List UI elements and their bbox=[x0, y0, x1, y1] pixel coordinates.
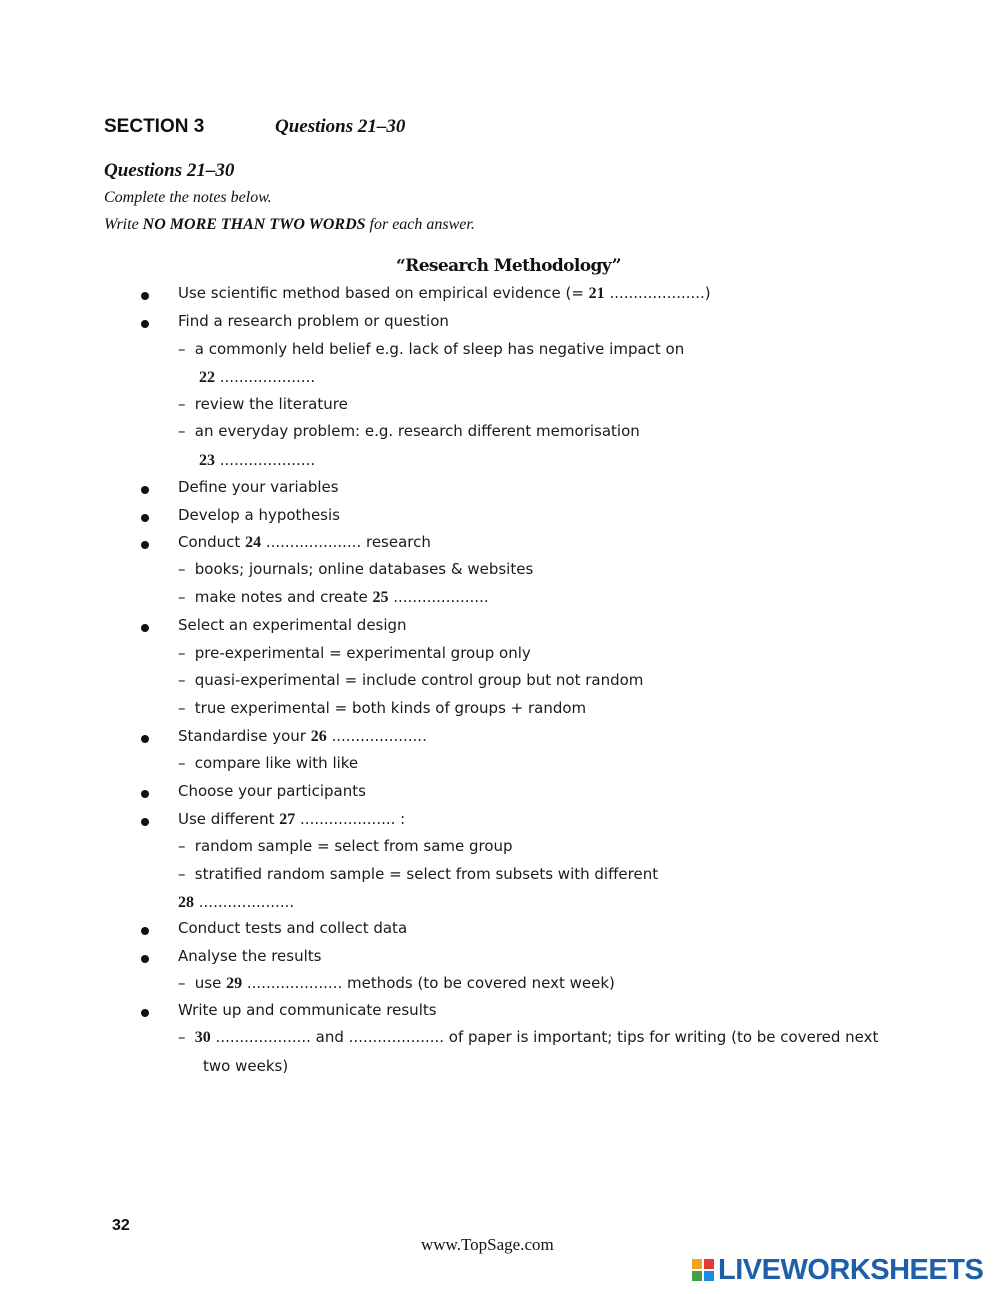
note-line-23 bbox=[199, 451, 315, 470]
note-line-27: Use different 27 .................... : bbox=[178, 810, 406, 828]
note-line-22 bbox=[199, 368, 315, 387]
note-subline: – quasi-experimental = include control group but not random bbox=[178, 671, 644, 689]
question-number-26: 26 bbox=[310, 728, 327, 745]
note-line: Develop a hypothesis bbox=[178, 506, 340, 524]
note-line: Find a research problem or question bbox=[178, 312, 449, 330]
note-line-30: – 30 .................... and .................... of paper is important; tips for writing (to be covered next bbox=[178, 1028, 879, 1046]
answer-blank-23[interactable]: .................... bbox=[215, 451, 316, 469]
bullet-point bbox=[141, 514, 149, 522]
note-line-24: Conduct 24 .................... research bbox=[178, 533, 431, 551]
website-footer: www.TopSage.com bbox=[421, 1235, 554, 1254]
question-number-23: 23 bbox=[199, 452, 215, 469]
note-subline: – an everyday problem: e.g. research different memorisation bbox=[178, 422, 640, 440]
note-line-29: – use 29 .................... methods (to be covered next week) bbox=[178, 974, 615, 992]
note-line-26: Standardise your 26 .................... bbox=[178, 727, 427, 745]
answer-blank-22[interactable]: .................... bbox=[215, 368, 316, 386]
note-subline: – true experimental = both kinds of groups + random bbox=[178, 699, 587, 717]
note-subline: – books; journals; online databases & websites bbox=[178, 560, 534, 578]
instruction-word-limit: Write NO MORE THAN TWO WORDS for each answer. bbox=[104, 216, 475, 233]
bullet-point bbox=[141, 1009, 149, 1017]
answer-blank-29[interactable]: .................... methods (to be covered next week) bbox=[242, 974, 615, 992]
note-line-21: Use scientific method based on empirical evidence (= 21 ....................) bbox=[178, 284, 711, 302]
questions-heading: Questions 21–30 bbox=[104, 160, 235, 181]
bullet-point bbox=[141, 320, 149, 328]
answer-blank-24[interactable]: .................... research bbox=[261, 533, 431, 551]
liveworksheets-squares-icon bbox=[692, 1259, 714, 1281]
question-number-21: 21 bbox=[588, 285, 605, 302]
section-question-range: Questions 21–30 bbox=[275, 116, 406, 137]
bullet-point bbox=[141, 955, 149, 963]
answer-blank-30[interactable]: .................... and .................... of paper is important; tips for writing (to be covered next bbox=[210, 1028, 879, 1046]
question-number-22: 22 bbox=[199, 369, 215, 386]
note-continuation: two weeks) bbox=[203, 1057, 289, 1075]
note-subline: – compare like with like bbox=[178, 754, 359, 772]
question-number-27: 27 bbox=[279, 811, 296, 828]
question-number-25: 25 bbox=[372, 589, 389, 606]
notes-title: “Research Methodology” bbox=[396, 256, 621, 276]
note-subline: – review the literature bbox=[178, 395, 348, 413]
note-subline: – random sample = select from same group bbox=[178, 837, 513, 855]
note-subline: – pre-experimental = experimental group only bbox=[178, 644, 531, 662]
note-line-28 bbox=[178, 893, 294, 912]
note-subline: – stratified random sample = select from subsets with different bbox=[178, 865, 659, 883]
note-line: Write up and communicate results bbox=[178, 1001, 437, 1019]
bullet-point bbox=[141, 927, 149, 935]
answer-blank-25[interactable]: .................... bbox=[388, 588, 489, 606]
question-number-28: 28 bbox=[178, 894, 194, 911]
question-number-30: 30 bbox=[194, 1029, 211, 1046]
bullet-point bbox=[141, 735, 149, 743]
bullet-point bbox=[141, 818, 149, 826]
note-line: Define your variables bbox=[178, 478, 339, 496]
bullet-point bbox=[141, 624, 149, 632]
bullet-point bbox=[141, 790, 149, 798]
bullet-point bbox=[141, 541, 149, 549]
liveworksheets-logo bbox=[692, 1255, 983, 1285]
note-line: Select an experimental design bbox=[178, 616, 407, 634]
answer-blank-26[interactable]: .................... bbox=[326, 727, 427, 745]
answer-blank-27[interactable]: .................... : bbox=[295, 810, 406, 828]
note-line: Conduct tests and collect data bbox=[178, 919, 408, 937]
answer-blank-21[interactable]: ....................) bbox=[604, 284, 711, 302]
question-number-29: 29 bbox=[226, 975, 243, 992]
question-number-24: 24 bbox=[245, 534, 262, 551]
answer-blank-28[interactable]: .................... bbox=[194, 893, 295, 911]
note-subline: – a commonly held belief e.g. lack of sleep has negative impact on bbox=[178, 340, 685, 358]
instruction-complete-notes: Complete the notes below. bbox=[104, 189, 272, 206]
note-line: Choose your participants bbox=[178, 782, 366, 800]
bullet-point bbox=[141, 292, 149, 300]
liveworksheets-wordmark: LIVEWORKSHEETS bbox=[718, 1253, 984, 1286]
note-line-25: – make notes and create 25 .................... bbox=[178, 588, 489, 606]
bullet-point bbox=[141, 486, 149, 494]
page-number: 32 bbox=[112, 1217, 130, 1234]
section-label: SECTION 3 bbox=[104, 116, 205, 137]
note-line: Analyse the results bbox=[178, 947, 322, 965]
